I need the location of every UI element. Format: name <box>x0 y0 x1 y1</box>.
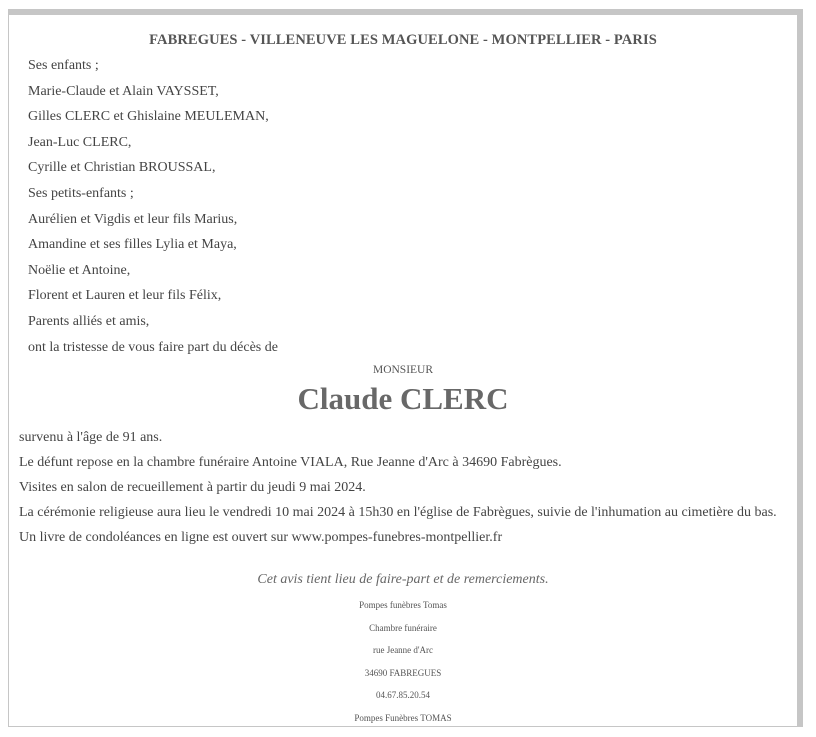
funeral-details <box>19 430 789 555</box>
family-line: Amandine et ses filles Lylia et Maya, <box>28 237 237 253</box>
closing-note: Cet avis tient lieu de faire-part et de remerciements. <box>257 572 549 587</box>
family-line: Jean-Luc CLERC, <box>28 134 132 150</box>
agency-line: Chambre funéraire <box>369 622 437 633</box>
detail-paragraph: Le défunt repose en la chambre funéraire Antoine VIALA, Rue Jeanne d'Arc à 34690 Fabrègues. <box>19 455 562 470</box>
agency-line: Pompes funèbres Tomas <box>359 600 447 610</box>
family-line: Cyrille et Christian BROUSSAL, <box>28 160 216 176</box>
detail-paragraph: Visites en salon de recueillement à partir du jeudi 9 mai 2024. <box>19 480 366 495</box>
detail-paragraph: La cérémonie religieuse aura lieu le vendredi 10 mai 2024 à 15h30 en l'église de Fabrègues, suivie de l'inhumation au cimetière du bas. <box>19 505 777 520</box>
agency-line: Pompes Funèbres TOMAS <box>354 712 452 723</box>
obituary-notice <box>8 9 803 727</box>
family-line: ont la tristesse de vous faire part du décès de <box>28 339 278 355</box>
agency-line: rue Jeanne d'Arc <box>372 645 434 656</box>
family-line: Marie-Claude et Alain VAYSSET, <box>28 83 219 99</box>
family-list <box>28 57 278 364</box>
agency-line: 34690 FABREGUES <box>364 667 442 678</box>
locations-header: FABREGUES - VILLENEUVE LES MAGUELONE - MONTPELLIER - PARIS <box>149 32 657 48</box>
deceased-name: Claude CLERC <box>297 381 509 416</box>
agency-line: 04.67.85.20.54 <box>376 690 430 701</box>
family-line: Gilles CLERC et Ghislaine MEULEMAN, <box>28 109 269 125</box>
family-line: Ses enfants ; <box>28 58 99 73</box>
family-line: Parents alliés et amis, <box>28 313 150 329</box>
family-line: Florent et Lauren et leur fils Félix, <box>28 288 222 304</box>
funeral-agency-info <box>9 600 797 736</box>
family-line: Aurélien et Vigdis et leur fils Marius, <box>28 211 238 227</box>
family-line: Noëlie et Antoine, <box>28 262 131 278</box>
deceased-title: MONSIEUR <box>372 364 434 376</box>
detail-paragraph: survenu à l'âge de 91 ans. <box>19 430 163 445</box>
detail-paragraph: Un livre de condoléances en ligne est ouvert sur www.pompes-funebres-montpellier.fr <box>19 530 503 545</box>
family-line: Ses petits-enfants ; <box>28 185 134 201</box>
